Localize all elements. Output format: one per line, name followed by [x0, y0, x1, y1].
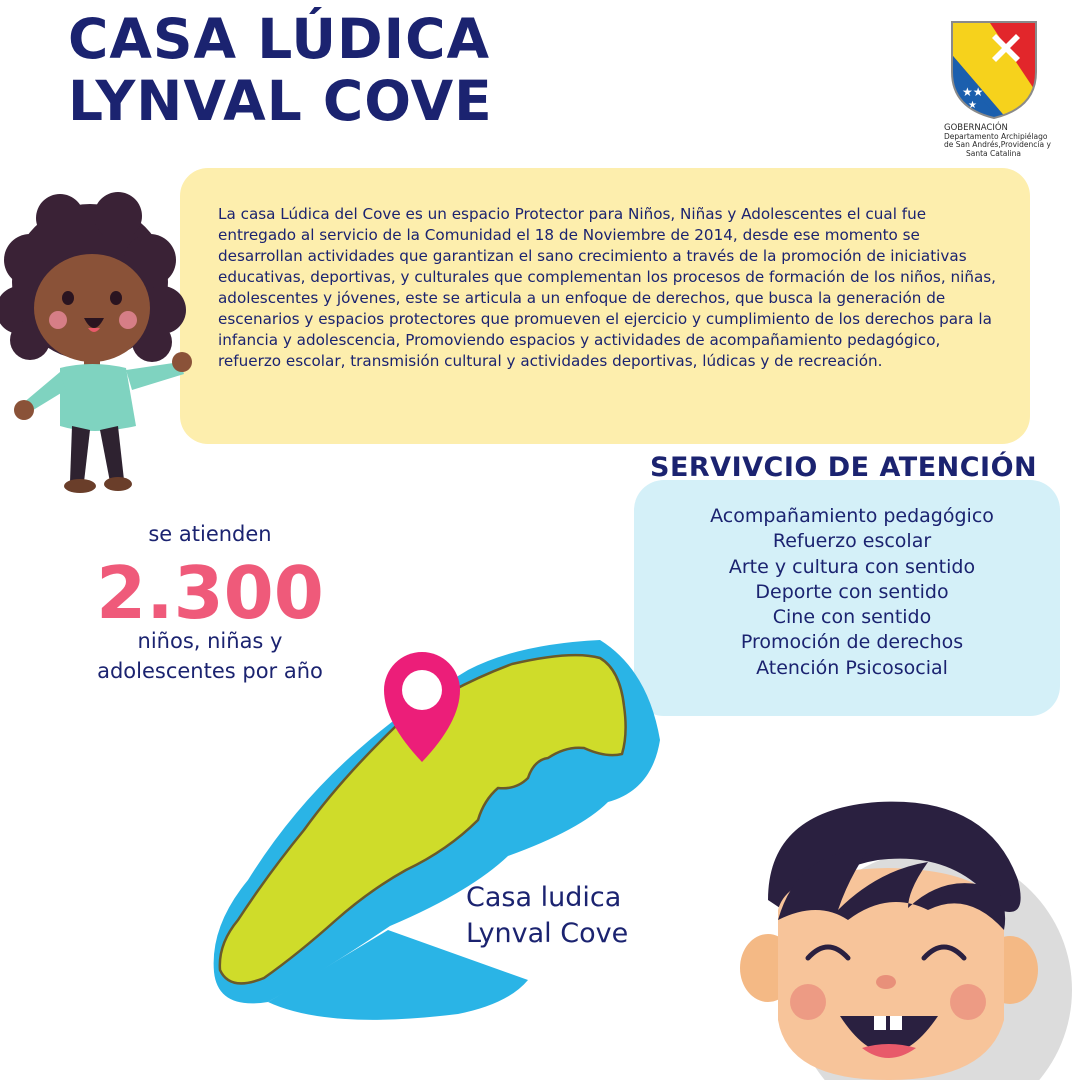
service-item: Arte y cultura con sentido: [728, 555, 976, 578]
logo-caption-line-4: Santa Catalina: [966, 148, 1021, 158]
map-label-line-2: Lynval Cove: [466, 918, 629, 949]
stats-label: se atienden: [148, 522, 272, 546]
boy-illustration-icon: [728, 790, 1080, 1080]
stats-description-line-1: niños, niñas y: [137, 629, 283, 653]
svg-text:★: ★: [968, 100, 977, 111]
stats-description-line-2: adolescentes por año: [97, 659, 323, 683]
title-line-1: CASA LÚDICA: [68, 7, 491, 71]
girl-illustration-icon: [0, 190, 195, 495]
logo-caption: [944, 124, 1054, 158]
title-line-2: LYNVAL COVE: [68, 69, 493, 133]
service-item: Cine con sentido: [772, 606, 932, 629]
service-item: Acompañamiento pedagógico: [710, 505, 994, 527]
service-item: Atención Psicosocial: [756, 656, 948, 679]
logo-caption-line-1: GOBERNACIÓN: [944, 123, 1008, 133]
gobernacion-shield-icon: [948, 20, 1040, 120]
logo-caption-line-2: Departamento Archipiélago: [944, 131, 1048, 141]
logo-caption-line-3: de San Andrés,Providencia y: [944, 140, 1051, 149]
stats-number: 2.300: [96, 551, 324, 635]
service-item: Promoción de derechos: [740, 631, 964, 654]
svg-text:★★: ★★: [962, 85, 984, 99]
service-item: Refuerzo escolar: [772, 530, 932, 553]
services-list: [634, 504, 1070, 681]
map-label-line-1: Casa ludica: [466, 882, 622, 913]
map-label: [466, 880, 628, 952]
service-item: Deporte con sentido: [755, 580, 949, 603]
description-text: La casa Lúdica del Cove es un espacio Protector para Niños, Niñas y Adolescentes el cual fue entregado al servicio de la Comunidad el 18 de Noviembre de 2014, desde ese momento se desarrollan actividades que garantizan el sano crecimiento a través de la promoción de iniciativas educativas, deportivas, y culturales que complementan los procesos de formación de los niños, niñas, adolescentes y jóvenes, este se articula a un enfoque de derechos, que busca la generación de escenarios y espacios protectores que promueven el ejercicio y cumplimiento de los derechos para la infancia y adolescencia, Promoviendo espacios y actividades de acompañamiento pedagógico, refuerzo escolar, transmisión cultural y actividades deportivas, lúdicas y de recreación.: [218, 205, 996, 370]
services-title: SERVIVCIO DE ATENCIÓN: [650, 452, 1038, 483]
page-title: [68, 8, 493, 132]
island-map: [208, 630, 668, 1070]
